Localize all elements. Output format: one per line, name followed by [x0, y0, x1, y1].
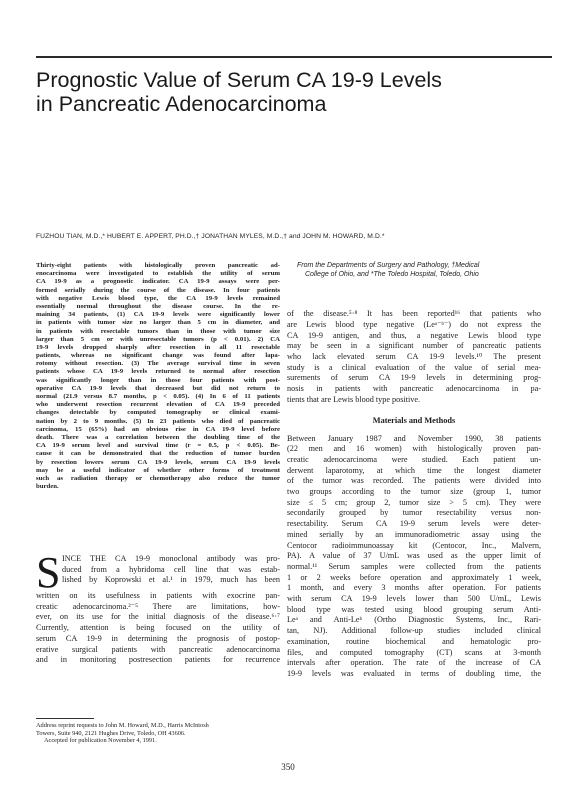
- footnote-line: Accepted for publication November 4, 1991.: [44, 737, 157, 745]
- body-line: of the disease.⁵·⁸ It has been reported¹⁶ that patients who: [287, 309, 541, 319]
- body-line: with serum CA 19-9 levels lower than 500 U/mL, Lewis: [287, 594, 541, 604]
- introduction-continued: [287, 309, 541, 405]
- body-line: files, and computed tomography (CT) scans at 3-month: [287, 647, 541, 657]
- intro-line: ever, on its use for the initial diagnosis of the disease.⁶·⁷: [36, 612, 280, 622]
- body-line: examination, routine biochemical and hematologic pro-: [287, 636, 541, 646]
- footnote-rule: [36, 718, 94, 719]
- abstract-line: CA 19-9 serum level and survival time (r = 0.5, p < 0.05). Be-: [36, 442, 280, 450]
- body-line: derwent laparotomy, at which time the longest diameter: [287, 465, 541, 475]
- abstract-line: who underwent resection recurrent elevation of CA 19-9 preceded: [36, 401, 280, 409]
- abstract-line: patients whose CA 19-9 levels returned to normal after resection: [36, 368, 280, 376]
- article-title: [36, 68, 546, 116]
- body-line: (22 men and 16 women) with histologically proven pan-: [287, 444, 541, 454]
- intro-line: serum CA 19-9 in determining the prognosis of postop-: [36, 633, 280, 643]
- body-line: are Lewis blood type negative (Leᵃ⁻ᵇ⁻) do not express the: [287, 319, 541, 329]
- abstract-line: by resection lowers serum CA 19-9 levels, serum CA 19-9 levels: [36, 458, 280, 466]
- abstract-line: Thirty-eight patients with histologically proven pancreatic ad-: [36, 262, 280, 269]
- abstract-line: burden.: [36, 483, 59, 491]
- body-line: surements of serum CA 19-9 levels in determining prog-: [287, 373, 541, 383]
- intro-line: lished by Koprowski et al.¹ in 1979, much has been: [62, 575, 280, 585]
- abstract-line: carcinoma, 15 (65%) had an obvious rise in CA 19-9 level before: [36, 425, 280, 433]
- abstract-line: such as radiation therapy or chemotherapy also reduce the tumor: [36, 474, 280, 482]
- abstract-line: 19-9 levels dropped sharply after resection in all 11 resectable: [36, 343, 280, 351]
- footnote-line: Towers, Suite 940, 2121 Hughes Drive, Toledo, OH 43606.: [36, 729, 186, 737]
- intro-line: written on its usefulness in patients with exocrine pan-: [36, 591, 280, 600]
- footnote-line: Address reprint requests to John M. Howard, M.D., Harris McIntosh: [36, 722, 209, 729]
- body-line: CA 19-9 antigen, and thus, a negative Lewis blood type: [287, 330, 541, 340]
- footnote: [36, 722, 280, 745]
- body-line: 1 or 2 weeks before operation and approximately 1 week,: [287, 572, 541, 582]
- abstract-line: essentially normal throughout the disease course. In the re-: [36, 302, 280, 310]
- body-line: blood type was tested using blood grouping serum Anti-: [287, 604, 541, 614]
- title-line: Prognostic Value of Serum CA 19-9 Levels: [36, 68, 442, 92]
- body-line: creatic adenocarcinoma were studied. Each patient un-: [287, 454, 541, 464]
- body-line: may be seen in a significant number of pancreatic patients: [287, 341, 541, 351]
- abstract-line: nation by 2 to 9 months. (5) In 23 patients who died of pancreatic: [36, 417, 280, 425]
- introduction: [36, 548, 280, 666]
- title-line: in Pancreatic Adenocarcinoma: [36, 92, 327, 116]
- section-heading-methods: Materials and Methods: [372, 415, 456, 425]
- abstract-line: larger than 5 cm or with unresectable tumors (p < 0.01). 2) CA: [36, 335, 280, 343]
- abstract: [36, 262, 280, 491]
- drop-cap: S: [36, 548, 61, 597]
- page-number: 350: [281, 762, 295, 772]
- abstract-line: CA 19-9 as a prognostic indicator. CA 19-9 assays were per-: [36, 278, 280, 286]
- intro-line: creatic adenocarcinoma.²⁻⁵ There are limitations, how-: [36, 601, 280, 611]
- methods-section: [287, 434, 541, 680]
- abstract-line: death. There was a correlation between the doubling time of the: [36, 433, 280, 441]
- abstract-line: changes detectable by computed tomography or clinical exami-: [36, 409, 280, 417]
- body-line: mined serially by an immunoradiometric assay using the: [287, 529, 541, 539]
- body-line: tan, NJ). Additional follow-up studies included clinical: [287, 626, 541, 636]
- body-line: 19-9 levels was evaluated in terms of doubling time, the: [287, 668, 541, 678]
- abstract-line: enocarcinoma were investigated to establish the utility of serum: [36, 270, 280, 278]
- body-line: 1 month, and every 3 months after operation. For patients: [287, 583, 541, 593]
- body-line: who lack elevated serum CA 19-9 levels.¹⁰ The present: [287, 352, 541, 361]
- intro-line: INCE THE CA 19-9 monoclonal antibody was pro-: [62, 554, 280, 563]
- abstract-line: formed serially during the course of the disease. In four patients: [36, 286, 280, 294]
- body-line: size ≤ 5 cm; group 2, tumor size > 5 cm). They were: [287, 497, 541, 507]
- abstract-line: may be a useful indicator of whether other forms of treatment: [36, 466, 280, 474]
- abstract-line: cause it can be demonstrated that the reduction of tumor burden: [36, 450, 280, 458]
- body-line: resectability. Serum CA 19-9 serum levels were deter-: [287, 519, 541, 529]
- body-line: tients that are Lewis blood type positive.: [287, 394, 421, 404]
- abstract-line: patients, whereas no significant change was found after lapa-: [36, 352, 280, 360]
- abstract-line: normal (21.9 versus 8.7 months, p < 0.05). (4) In 6 of 11 patients: [36, 393, 280, 400]
- right-column: [287, 262, 541, 680]
- body-line: study is a clinical evaluation of the value of serial mea-: [287, 362, 541, 372]
- abstract-line: in patients with resectable tumors than in those with tumor size: [36, 327, 280, 335]
- body-line: PA). A value of 37 U/mL was used as the upper limit of: [287, 551, 541, 561]
- affiliation-line: College of Ohio, and *The Toledo Hospital, Toledo, Ohio: [305, 270, 479, 278]
- body-line: nosis in patients with pancreatic adenocarcinoma in pa-: [287, 384, 541, 394]
- abstract-line: was significantly longer than in those four patients with post-: [36, 376, 280, 384]
- body-line: Between January 1987 and November 1990, 38 patients: [287, 433, 541, 443]
- affiliation-line: From the Departments of Surgery and Pathology, †Medical: [297, 262, 480, 269]
- abstract-line: in patients with tumor size no larger than 5 cm in diameter, and: [36, 319, 280, 327]
- intro-line: Currently, attention is being focused on the utility of: [36, 623, 280, 633]
- abstract-line: rotomy without resection. (3) The average survival time in seven: [36, 360, 280, 368]
- affiliation: [287, 262, 541, 279]
- header-rule: [36, 56, 552, 58]
- body-line: normal.¹¹ Serum samples were collected from the patients: [287, 561, 541, 571]
- body-line: two groups according to the tumor size (group 1, tumor: [287, 487, 541, 497]
- intro-line: erative surgical patients with pancreatic adenocarcinoma: [36, 644, 280, 654]
- abstract-line: maining 34 patients, (1) CA 19-9 levels were significantly lower: [36, 311, 280, 319]
- intro-line: and in monitoring postresection patients for recurrence: [36, 655, 280, 665]
- left-column: [36, 262, 280, 491]
- abstract-line: with negative Lewis blood type, the CA 19-9 levels remained: [36, 294, 280, 302]
- author-list: FUZHOU TIAN, M.D.,* HUBERT E. APPERT, PH.D.,† JONATHAN MYLES, M.D.,† and JOHN M. HOWARD, M.D.*: [36, 233, 385, 240]
- body-line: intervals after operation. The rate of the increase of CA: [287, 658, 541, 668]
- body-line: Centocor radioimmunoassay kit (Centocor, Inc., Malvern,: [287, 540, 541, 550]
- body-line: secondarily grouped by tumor resectability versus non-: [287, 508, 541, 518]
- body-line: Leᵃ and Anti-Leᵇ (Ortho Diagnostic Systems, Inc., Rari-: [287, 615, 541, 625]
- intro-line: duced from a hybridoma cell line that was estab-: [62, 564, 280, 574]
- abstract-line: operative CA 19-9 levels that decreased but did not return to: [36, 384, 280, 392]
- body-line: of the tumor was recorded. The patients were divided into: [287, 476, 541, 486]
